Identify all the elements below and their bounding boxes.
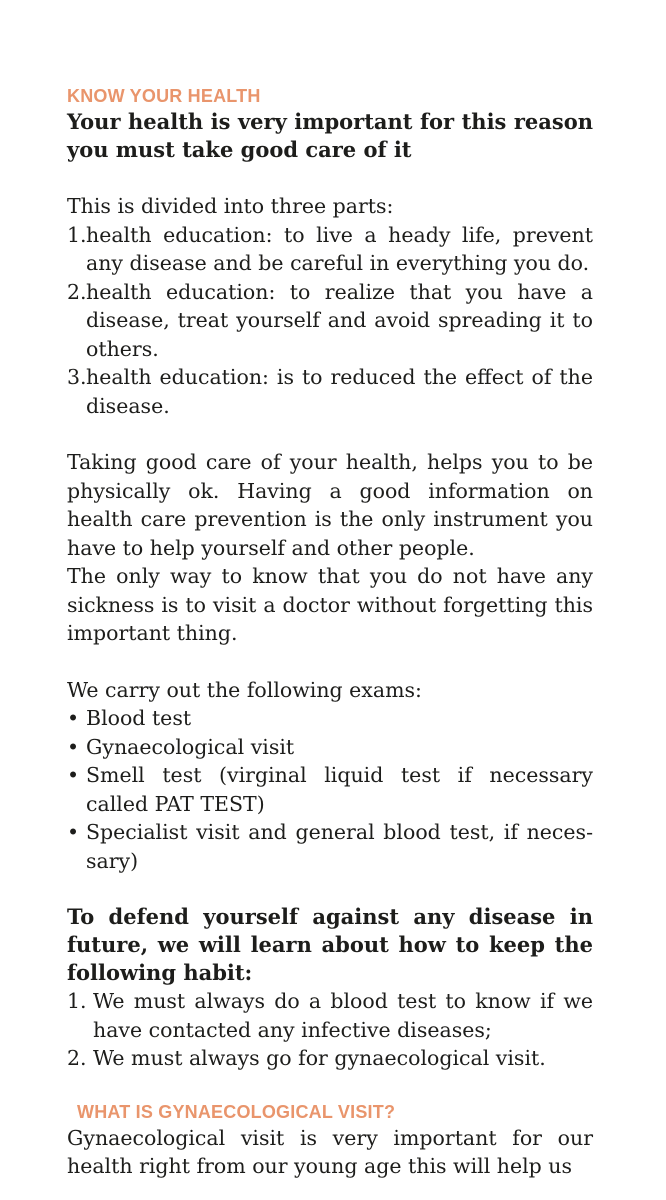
spacer bbox=[67, 164, 593, 192]
section-lead: Your health is very important for this reason you must take good care of it bbox=[67, 109, 593, 162]
spacer bbox=[67, 875, 593, 903]
document-page bbox=[67, 84, 593, 1181]
paragraph: Taking good care of your health, helps you to be physically ok. Having a good information on health care prevention is the only instrument you have to help yourself and other people. bbox=[67, 450, 593, 560]
list-item: • Smell test (virginal liquid test if necessary called PAT TEST) bbox=[67, 763, 593, 816]
paragraph: Gynaecological visit is very important for our health right from our young age this will help us bbox=[67, 1125, 593, 1178]
spacer bbox=[67, 420, 593, 448]
list-item: • Blood test bbox=[67, 706, 192, 730]
paragraph: The only way to know that you do not have any sickness is to visit a doctor without forgetting this important thing. bbox=[67, 564, 593, 645]
parts-list bbox=[67, 221, 593, 421]
exams-intro: We carry out the following exams: bbox=[67, 677, 422, 702]
parts-intro: This is divided into three parts: bbox=[67, 194, 394, 218]
exams-list bbox=[67, 704, 593, 875]
spacer bbox=[67, 1073, 593, 1100]
list-item: 3. health education: is to reduced the effect of the disease. bbox=[67, 365, 593, 418]
habits-lead: To defend yourself against any disease in future, we will learn about how to keep the following habit: bbox=[67, 904, 593, 985]
section-kicker-gyn-visit: WHAT IS GYNAECOLOGICAL VISIT? bbox=[77, 1101, 396, 1122]
list-item: • Specialist visit and general blood test, if neces-sary) bbox=[67, 820, 593, 873]
list-item: 1. We must always do a blood test to know if we have contacted any infective diseases; bbox=[67, 989, 593, 1042]
list-item: 2. We must always go for gynaecological visit. bbox=[67, 1046, 546, 1070]
habits-list bbox=[67, 987, 593, 1073]
spacer bbox=[67, 648, 593, 676]
section-kicker-know-health: KNOW YOUR HEALTH bbox=[67, 86, 261, 106]
list-item: 2. health education: to realize that you have a disease, treat yourself and avoid spreading it to others. bbox=[67, 279, 593, 361]
list-item: 1. health education: to live a heady life, prevent any disease and be careful in everything you do. bbox=[67, 222, 593, 275]
list-item: • Gynaecological visit bbox=[67, 734, 295, 759]
